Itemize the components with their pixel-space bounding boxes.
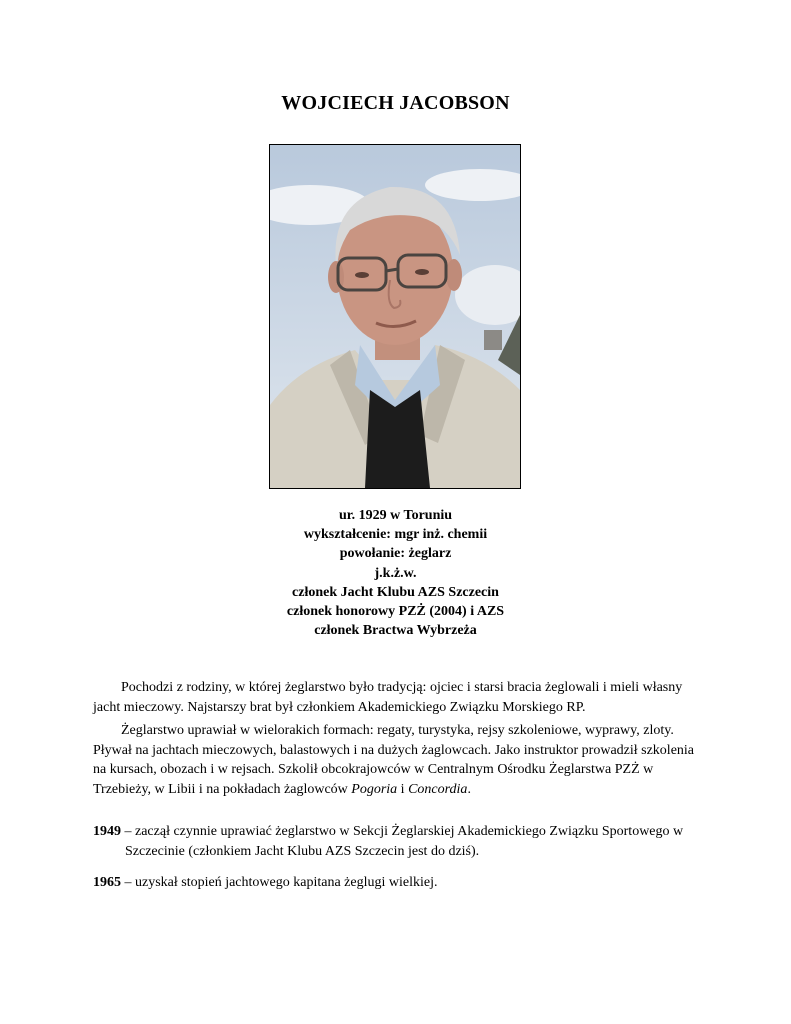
timeline-year: 1965: [93, 875, 121, 890]
fact-birth: ur. 1929 w Toruniu: [338, 508, 453, 523]
ship-name-concordia: Concordia: [408, 781, 468, 797]
fact-education: wykształcenie: mgr inż. chemii: [303, 527, 488, 543]
timeline-text: – zaczął czynnie uprawiać żeglarstwo w Sekcji Żeglarskiej Akademickiego Związku Sportowego w Szczecinie (członkiem Jacht Klubu AZS Szczecin jest do dziś).: [121, 824, 684, 859]
timeline-year: 1949: [93, 824, 121, 839]
fact-honorary: członek honorowy PZŻ (2004) i AZS: [286, 604, 505, 620]
timeline-text: – uzyskał stopień jachtowego kapitana żeglugi wielkiej.: [121, 875, 438, 890]
fact-vocation: powołanie: żeglarz: [339, 546, 452, 562]
portrait-photo-icon: [270, 145, 520, 488]
page-title: WOJCIECH JACOBSON: [281, 92, 510, 114]
bio-end: .: [467, 781, 471, 797]
bio-paragraph-2: [93, 721, 705, 799]
timeline-entry: [93, 873, 705, 893]
fact-brotherhood: członek Bractwa Wybrzeża: [314, 623, 477, 639]
timeline-entry: [93, 822, 705, 861]
fact-club: członek Jacht Klubu AZS Szczecin: [292, 584, 499, 600]
fact-title: j.k.ż.w.: [374, 565, 417, 581]
portrait-photo: [269, 144, 521, 489]
bio-paragraph-2-text: Żeglarstwo uprawiał w wielorakich formach: regaty, turystyka, rejsy szkoleniowe, wyprawy, zloty. Pływał na jachtach mieczowych, balastowych i na dużych żaglowcach. Jako instruktor prowadził szkolenia na kursach, obozach i w rejsach. Szkolił obcokrajowców w Centralnym Ośrodku Żeglarstwa PZŻ w Trzebieży, w Libii i na pokładach żaglowców: [93, 723, 695, 797]
bio-paragraph-1: Pochodzi z rodziny, w której żeglarstwo było tradycją: ojciec i starsi bracia żeglowali i mieli własny jacht mieczowy. Najstarszy brat był członkiem Akademickiego Związku Morskiego RP.: [93, 680, 683, 715]
ship-name-pogoria: Pogoria: [351, 781, 398, 797]
bio-conjunction: i: [397, 781, 409, 797]
personal-facts: [0, 506, 791, 640]
biography: [93, 678, 705, 799]
timeline: [93, 822, 705, 905]
